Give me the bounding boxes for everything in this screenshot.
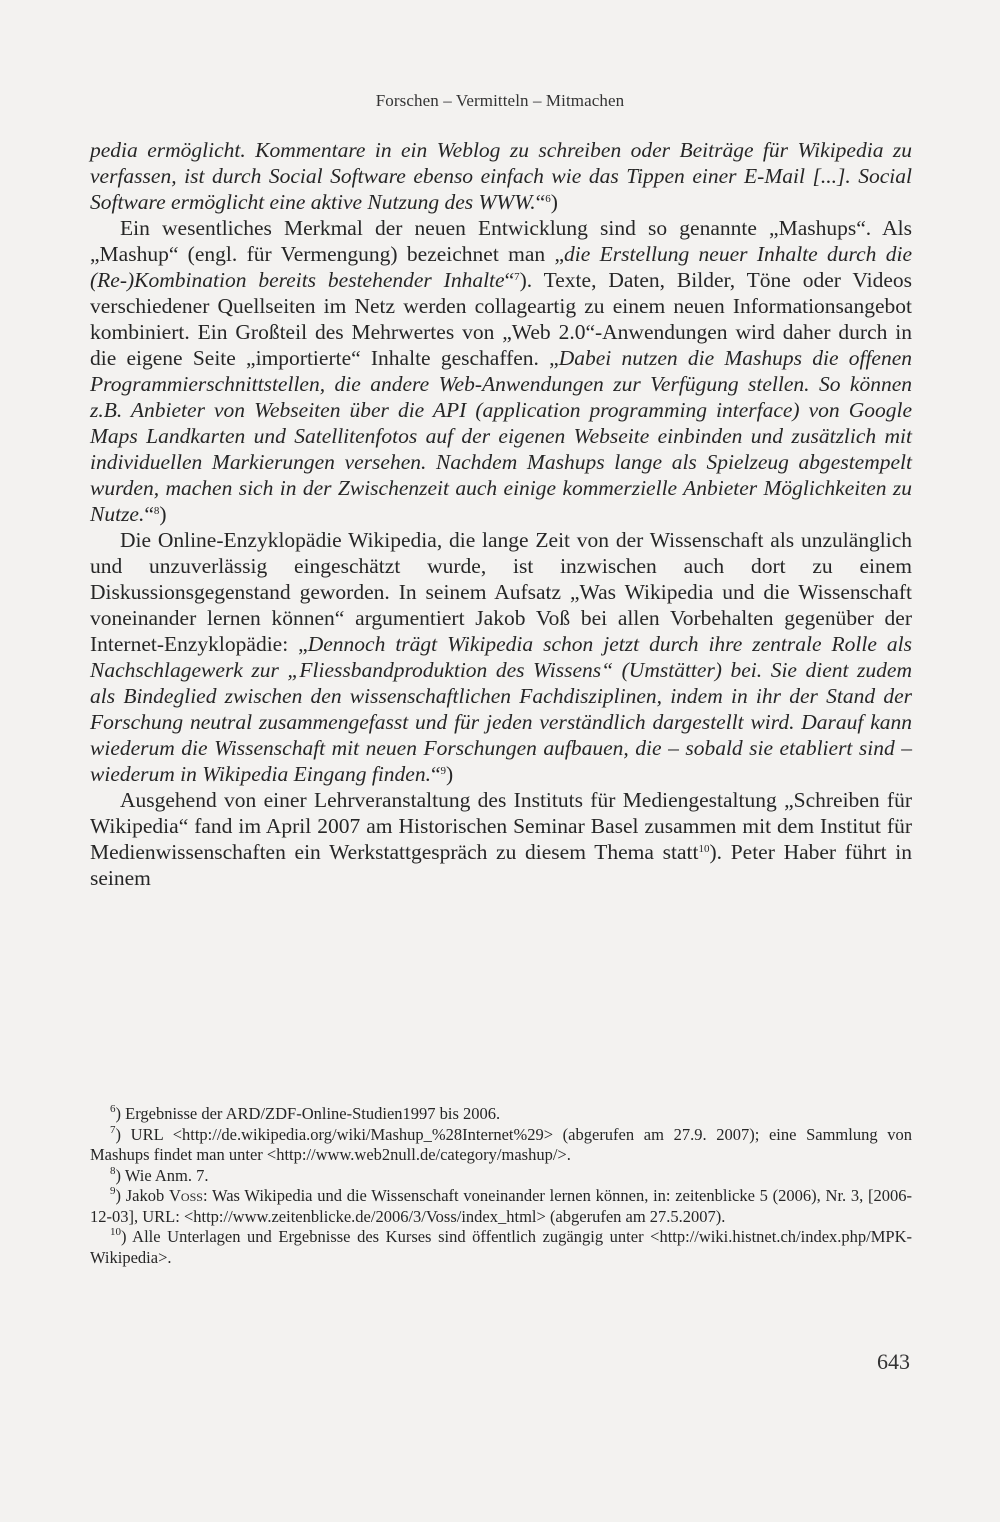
text-span: ). Peter Haber führt in seinem — [90, 840, 912, 890]
footnote-paren: ) — [115, 1124, 131, 1144]
footnote-ref: 8 — [153, 505, 160, 517]
text-span: Die Online-Enzyklopädie Wikipedia, die lange Zeit von der Wissenschaft als unzulänglich und unzuverlässig eingeschätzt wurde, ist inzwischen auch dort zu einem Diskussionsgegenstand geworden. In seinem Aufsatz „Was Wikipedia und die Wissenschaft voneinander lernen können“ argumentiert Jakob Voß bei allen Vorbehalten gegenüber der Internet-Enzyklopädie: „ — [90, 528, 912, 656]
text-span: “ — [504, 268, 515, 292]
text-span: Ein wesentliches Merkmal der neuen Entwicklung sind so genannte „Mashups“. Als „Mashup“ (engl. für Vermengung) bezeichnet man „ — [90, 216, 912, 266]
text-span: “ — [430, 762, 441, 786]
text-span: Jakob — [125, 1186, 169, 1205]
text-span: Ausgehend von einer Lehrveranstaltung des Instituts für Mediengestaltung „Schreiben für Wikipedia“ fand im April 2007 am Historischen Seminar Basel zusammen mit dem Institut für Medienwissenschaften ein Werkstattgespräch zu diesem Thema statt — [90, 788, 912, 864]
footnote-paren: ) — [115, 1165, 125, 1185]
footnotes — [90, 1104, 912, 1268]
text-span: Alle Unterlagen und Ergebnisse des Kurses sind öffentlich zugängig unter <http://wiki.histnet.ch/index.php/MPK-Wikipedia>. — [90, 1227, 912, 1267]
text-span: ) — [159, 502, 167, 526]
italic-span: Dennoch trägt Wikipedia schon jetzt durch ihre zentrale Rolle als Nachschlagewerk zur „Fliessbandproduktion des Wissens“ (Umstätter) bei. Sie dient zudem als Bindeglied zwischen den wissenschaftlichen Fachdisziplinen, indem in ihr der Stand der Forschung neutral zusammengefasst und für jeden verständlich dargestellt wird. Darauf kann wiederum die Wissenschaft mit neuen Forschungen aufbauen, die – sobald sie etabliert sind – wiederum in Wikipedia Eingang finden. — [90, 632, 912, 786]
footnote-number: 6 — [110, 1103, 116, 1115]
italic-span: Dabei nutzen die Mashups die offenen Programmierschnittstellen, die andere Web-Anwendungen zur Verfügung stellen. So können z.B. Anbieter von Webseiten über die API (application programming interface) von Google Maps Landkarten und Satellitenfotos auf der eigenen Webseite einbinden und zusätzlich mit individuellen Markierungen versehen. Nachdem Mashups lange als Spielzeug abgestempelt wurden, machen sich in der Zwischenzeit auch einige kommerzielle Anbieter Möglichkeiten zu Nutze. — [90, 346, 913, 526]
page-number: 643 — [877, 1349, 910, 1374]
paragraph — [90, 787, 912, 891]
footnote-number: 7 — [110, 1123, 116, 1136]
text-span: ) — [446, 762, 454, 786]
footnote-number: 10 — [110, 1226, 121, 1238]
footnote — [90, 1227, 912, 1268]
paragraph — [90, 215, 912, 527]
author-name: Voss — [169, 1186, 203, 1205]
text-span: URL <http://de.wikipedia.org/wiki/Mashup_%28Internet%29> (abgerufen am 27.9. 2007); eine Sammlung von Mashups findet man unter <http://www.web2null.de/category/mashup/>. — [90, 1124, 912, 1164]
running-head: Forschen – Vermitteln – Mitmachen — [375, 91, 625, 110]
footnote-ref: 9 — [440, 765, 447, 777]
footnote-paren: ) — [121, 1227, 133, 1246]
footnote-number: 8 — [110, 1164, 116, 1177]
footnote — [90, 1166, 912, 1187]
footnote-ref: 10 — [698, 843, 710, 855]
footnote — [90, 1186, 912, 1227]
paragraph — [90, 527, 912, 787]
text-span: “ — [535, 190, 546, 214]
italic-span: pedia ermöglicht. Kommentare in ein Weblog zu schreiben oder Beiträge für Wikipedia zu verfassen, ist durch Social Software ebenso einfach wie das Tippen einer E-Mail [...]. Social Software ermöglicht eine aktive Nutzung des WWW. — [90, 138, 912, 214]
text-span: Ergebnisse der ARD/ZDF-Online-Studien1997 bis 2006. — [125, 1104, 501, 1123]
text-span: ). Texte, Daten, Bilder, Töne oder Videos verschiedener Quellseiten im Netz werden collageartig zu einem neuen Informationsangebot kombiniert. Ein Großteil des Mehrwertes von „Web 2.0“-Anwendungen wird daher durch in die eigene Seite „importierte“ Inhalte geschaffen. „ — [90, 268, 912, 370]
footnote-number: 9 — [110, 1185, 116, 1197]
italic-span: die Erstellung neuer Inhalte durch die (Re-)Kombination bereits bestehender Inhalte — [90, 242, 912, 292]
footnote-paren: ) — [115, 1186, 126, 1205]
text-span: ) — [550, 190, 558, 214]
footnote — [90, 1125, 912, 1166]
text-span: : Was Wikipedia und die Wissenschaft voneinander lernen können, in: zeitenblicke 5 (2006), Nr. 3, [2006-12-03], URL: <http://www.zeitenblicke.de/2006/3/Voss/index_html> (abgerufen am 27.5.2007). — [90, 1186, 913, 1226]
body-text — [90, 137, 912, 891]
paragraph — [90, 137, 912, 215]
footnote-paren: ) — [115, 1104, 126, 1123]
footnote-ref: 6 — [545, 193, 551, 205]
text-span: Wie Anm. 7. — [124, 1165, 209, 1185]
footnote — [90, 1104, 912, 1125]
footnote-ref: 7 — [514, 271, 520, 283]
text-span: “ — [144, 502, 154, 526]
